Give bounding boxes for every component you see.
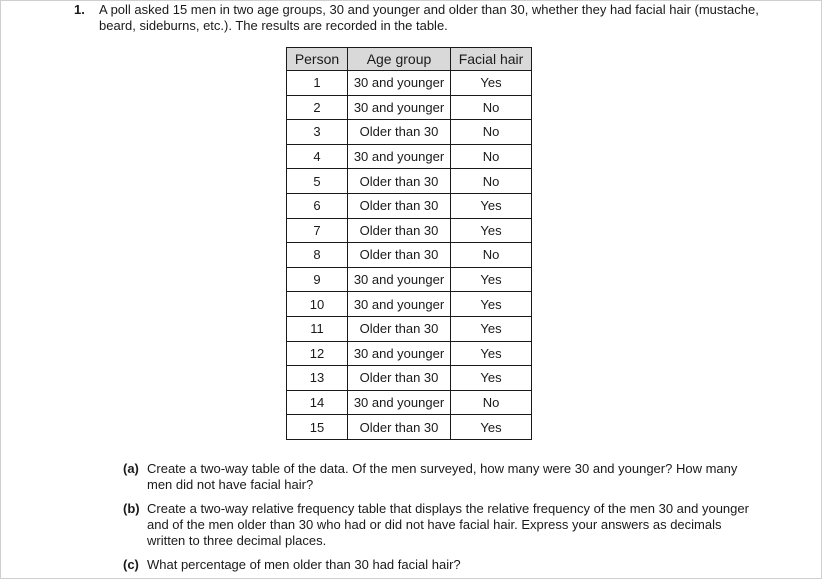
table-row bbox=[287, 243, 532, 268]
cell-facial-hair: Yes bbox=[451, 316, 532, 341]
question-text: A poll asked 15 men in two age groups, 30 and younger and older than 30, whether they had facial hair (mustache, beard, sideburns, etc.). The results are recorded in the table. bbox=[99, 2, 759, 33]
header-facial-hair: Facial hair bbox=[451, 48, 532, 71]
table-row bbox=[287, 341, 532, 366]
part-a-label: (a) bbox=[123, 461, 139, 476]
cell-person: 8 bbox=[287, 243, 348, 268]
cell-facial-hair: Yes bbox=[451, 193, 532, 218]
table-header-row bbox=[287, 48, 532, 71]
cell-age-group: Older than 30 bbox=[348, 120, 451, 145]
cell-person: 4 bbox=[287, 144, 348, 169]
cell-person: 12 bbox=[287, 341, 348, 366]
cell-age-group: Older than 30 bbox=[348, 243, 451, 268]
table-row bbox=[287, 95, 532, 120]
header-age-group: Age group bbox=[348, 48, 451, 71]
part-c-text: What percentage of men older than 30 had facial hair? bbox=[147, 557, 461, 572]
cell-person: 9 bbox=[287, 267, 348, 292]
cell-person: 15 bbox=[287, 415, 348, 440]
cell-age-group: 30 and younger bbox=[348, 341, 451, 366]
table-row bbox=[287, 316, 532, 341]
cell-person: 11 bbox=[287, 316, 348, 341]
cell-age-group: Older than 30 bbox=[348, 316, 451, 341]
poll-table bbox=[286, 47, 532, 440]
cell-facial-hair: No bbox=[451, 144, 532, 169]
question-number: 1. bbox=[74, 2, 85, 17]
header-person: Person bbox=[287, 48, 348, 71]
cell-age-group: Older than 30 bbox=[348, 366, 451, 391]
cell-facial-hair: Yes bbox=[451, 341, 532, 366]
table-row bbox=[287, 218, 532, 243]
table-row bbox=[287, 415, 532, 440]
cell-facial-hair: No bbox=[451, 95, 532, 120]
table-row bbox=[287, 193, 532, 218]
cell-person: 1 bbox=[287, 71, 348, 96]
question-parts bbox=[123, 461, 763, 581]
cell-person: 5 bbox=[287, 169, 348, 194]
table-body bbox=[287, 71, 532, 440]
cell-facial-hair: Yes bbox=[451, 292, 532, 317]
cell-facial-hair: No bbox=[451, 243, 532, 268]
cell-facial-hair: No bbox=[451, 390, 532, 415]
part-a-text: Create a two-way table of the data. Of the men surveyed, how many were 30 and younger? How many men did not have facial hair? bbox=[147, 461, 738, 492]
cell-facial-hair: Yes bbox=[451, 267, 532, 292]
cell-age-group: 30 and younger bbox=[348, 390, 451, 415]
cell-facial-hair: Yes bbox=[451, 218, 532, 243]
table-row bbox=[287, 120, 532, 145]
cell-facial-hair: No bbox=[451, 169, 532, 194]
cell-age-group: Older than 30 bbox=[348, 415, 451, 440]
cell-facial-hair: Yes bbox=[451, 366, 532, 391]
cell-person: 3 bbox=[287, 120, 348, 145]
cell-person: 7 bbox=[287, 218, 348, 243]
part-c bbox=[123, 557, 763, 573]
cell-person: 13 bbox=[287, 366, 348, 391]
cell-facial-hair: Yes bbox=[451, 71, 532, 96]
cell-person: 14 bbox=[287, 390, 348, 415]
table-row bbox=[287, 144, 532, 169]
cell-age-group: Older than 30 bbox=[348, 218, 451, 243]
cell-facial-hair: No bbox=[451, 120, 532, 145]
cell-person: 6 bbox=[287, 193, 348, 218]
cell-facial-hair: Yes bbox=[451, 415, 532, 440]
cell-person: 2 bbox=[287, 95, 348, 120]
part-a bbox=[123, 461, 763, 493]
table-row bbox=[287, 366, 532, 391]
cell-age-group: 30 and younger bbox=[348, 292, 451, 317]
cell-age-group: 30 and younger bbox=[348, 267, 451, 292]
table-row bbox=[287, 267, 532, 292]
cell-age-group: 30 and younger bbox=[348, 95, 451, 120]
table-row bbox=[287, 292, 532, 317]
table-row bbox=[287, 390, 532, 415]
part-b-text: Create a two-way relative frequency table that displays the relative frequency of the men 30 and younger and of the men older than 30 who had or did not have facial hair. Express your answers as decimals written to three decimal places. bbox=[147, 501, 749, 548]
cell-age-group: 30 and younger bbox=[348, 71, 451, 96]
cell-age-group: Older than 30 bbox=[348, 193, 451, 218]
table-row bbox=[287, 71, 532, 96]
cell-person: 10 bbox=[287, 292, 348, 317]
table-row bbox=[287, 169, 532, 194]
cell-age-group: Older than 30 bbox=[348, 169, 451, 194]
part-b bbox=[123, 501, 763, 549]
part-c-label: (c) bbox=[123, 557, 139, 572]
cell-age-group: 30 and younger bbox=[348, 144, 451, 169]
part-b-label: (b) bbox=[123, 501, 140, 516]
